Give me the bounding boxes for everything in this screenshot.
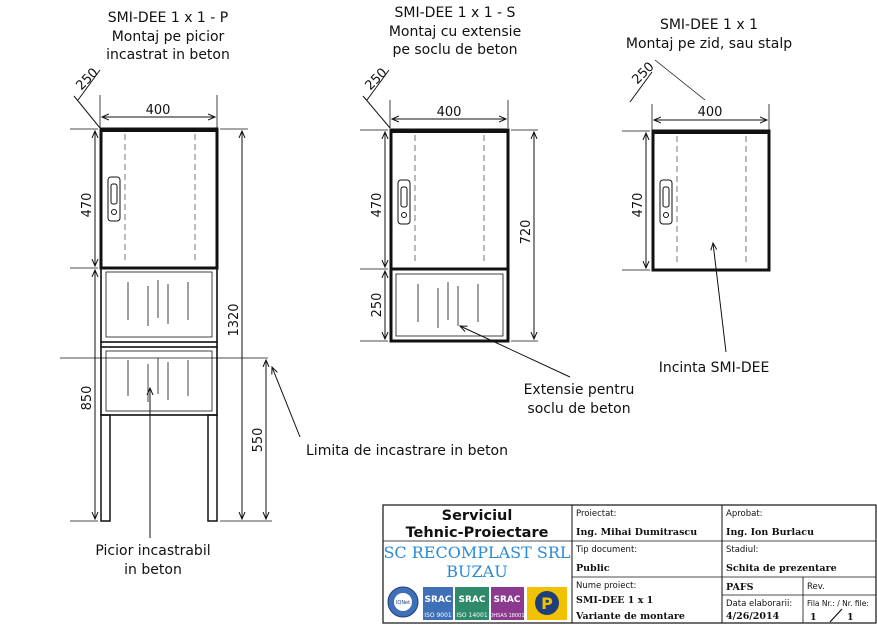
tb-company-line2: BUZAU: [446, 562, 508, 581]
tb-designed-label: Proiectat:: [576, 509, 617, 519]
extension-leader: [460, 326, 570, 377]
tb-sheet-total: 1: [847, 612, 854, 623]
leg-panel-upper: [101, 268, 217, 342]
limit-leader: [272, 367, 300, 437]
view-s-line1: Montaj cu extensie: [388, 24, 522, 40]
view-w-line1: Montaj pe zid, sau stalp: [625, 36, 793, 52]
tb-approved-label: Aprobat:: [726, 509, 763, 519]
svg-text:ISO 9001: ISO 9001: [424, 612, 452, 619]
tb-rev-label: Rev.: [807, 582, 825, 592]
view-s-title: SMI-DEE 1 x 1 - S: [394, 5, 516, 21]
extension-label-line2: soclu de beton: [527, 401, 631, 417]
tb-doctype-value: Public: [576, 563, 610, 574]
cabinet-p: [101, 129, 217, 268]
total-height-dim: 1320: [227, 303, 242, 337]
enclosure-leader: [713, 243, 726, 352]
cabinet-height-dim-w: 470: [631, 192, 646, 218]
leg-label-line1: Picior incastrabil: [95, 543, 211, 559]
view-p-title: SMI-DEE 1 x 1 - P: [107, 10, 229, 26]
svg-text:SRAC: SRAC: [458, 595, 486, 605]
view-p-line1: Montaj pe picior: [111, 29, 225, 45]
iqnet-logo: [388, 587, 418, 617]
tb-service-line1: Serviciul: [441, 508, 513, 524]
view-w-title: SMI-DEE 1 x 1: [659, 17, 759, 33]
svg-text:SRAC: SRAC: [493, 595, 521, 605]
tb-project-line2: Variante de montare: [576, 611, 685, 622]
tb-approved-value: Ing. Ion Burlacu: [726, 527, 815, 538]
tb-service-line2: Tehnic-Proiectare: [405, 525, 549, 541]
leg-height-dim: 850: [80, 385, 95, 411]
extension-height-dim: 250: [370, 292, 385, 318]
title-block: [383, 505, 876, 623]
tb-code-value: PAFS: [726, 582, 754, 593]
depth-dim-p: 250: [73, 65, 102, 94]
width-dim-w: 400: [697, 105, 723, 120]
enclosure-label: Incinta SMI-DEE: [658, 360, 770, 376]
extension-label-line1: Extensie pentru: [523, 382, 635, 398]
extension-panel: [391, 269, 508, 341]
lock-icon: [398, 180, 410, 224]
leg-label-line2: in beton: [124, 562, 182, 578]
leg-panel-lower: [101, 347, 217, 415]
cabinet-s: [391, 130, 508, 269]
view-p: [60, 10, 508, 578]
tb-stage-value: Schita de prezentare: [726, 563, 837, 574]
width-dim-p: 400: [145, 103, 171, 118]
srac-iso14001-logo: [455, 587, 489, 620]
tb-doctype-label: Tip document:: [576, 545, 638, 555]
tb-stage-label: Stadiul:: [726, 545, 759, 555]
cabinet-w: [653, 131, 769, 270]
tb-date-value: 4/26/2014: [726, 611, 780, 622]
depth-dim-s: 250: [362, 65, 391, 94]
depth-ext-line: [74, 96, 100, 128]
tb-sheet-no: 1: [810, 612, 817, 623]
embed-depth-dim: 550: [251, 427, 266, 453]
tb-sheet-label: Fila Nr.: / Nr. file:: [807, 599, 869, 608]
svg-text:SRAC: SRAC: [424, 595, 452, 605]
view-w: [622, 17, 792, 376]
srac-ohsas-logo: [489, 587, 524, 620]
width-dim-s: 400: [436, 105, 462, 120]
leg-left: [101, 415, 110, 521]
total-ext-height-dim: 720: [519, 219, 534, 245]
svg-text:P: P: [541, 594, 553, 613]
svg-text:IQNet: IQNet: [395, 600, 411, 606]
tb-date-label: Data elaborarii:: [726, 599, 793, 609]
lock-icon: [660, 180, 672, 224]
recomplast-logo: [527, 587, 567, 620]
srac-iso9001-logo: [423, 587, 453, 620]
tb-project-label: Nume proiect:: [576, 581, 637, 591]
svg-text:OHSAS 18001: OHSAS 18001: [489, 613, 525, 619]
cabinet-height-dim-s: 470: [370, 192, 385, 218]
cabinet-height-dim-p: 470: [80, 192, 95, 218]
tb-company-line1: SC RECOMPLAST SRL: [383, 543, 571, 562]
svg-text:ISO 14001: ISO 14001: [456, 612, 488, 619]
limit-label: Limita de incastrare in beton: [306, 443, 508, 459]
leg-right: [208, 415, 217, 521]
lock-icon: [108, 177, 120, 221]
tb-designed-value: Ing. Mihai Dumitrascu: [576, 527, 698, 538]
tb-project-line1: SMI-DEE 1 x 1: [576, 595, 654, 606]
view-s: [360, 5, 634, 417]
view-s-line2: pe soclu de beton: [392, 42, 518, 58]
depth-dim-w: 250: [629, 59, 658, 88]
view-p-line2: incastrat in beton: [106, 47, 230, 63]
